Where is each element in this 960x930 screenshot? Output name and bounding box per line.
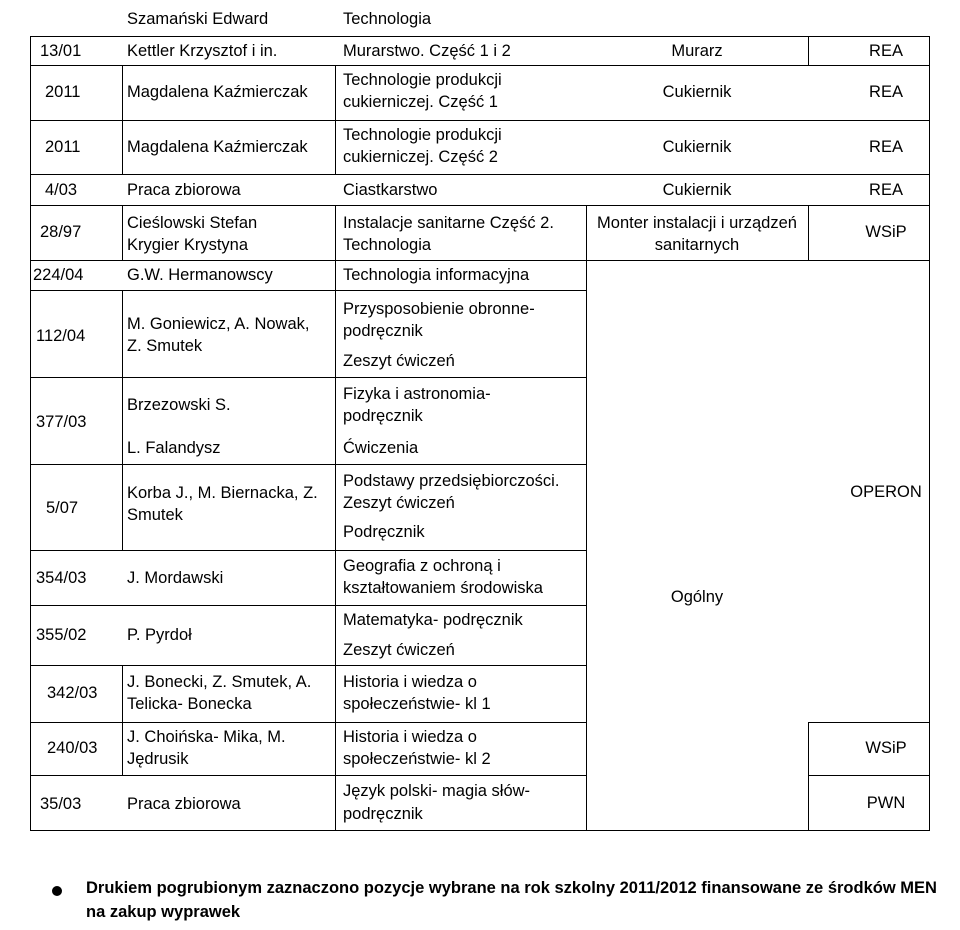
table-rule [122,205,123,260]
table-rule [30,550,586,551]
table-rule [30,665,586,666]
table-rule [808,722,930,723]
author-cell: L. Falandysz [127,439,221,457]
table-rule [808,775,930,776]
number-cell: 2011 [45,83,81,101]
number-cell: 13/01 [40,42,82,60]
publisher-cell: PWN [866,794,906,812]
number-cell: 224/04 [33,266,84,284]
author-cell: Magdalena Kaźmierczak [127,83,308,101]
table-rule [30,290,586,291]
title-cell: Podstawy przedsiębiorczości. [343,472,560,490]
number-cell: 2011 [45,138,81,156]
table-rule [30,775,586,776]
title-cell: Murarstwo. Część 1 i 2 [343,42,511,60]
title-cell: Technologie produkcji [343,126,502,144]
author-cell: Praca zbiorowa [127,795,241,813]
author-cell: G.W. Hermanowscy [127,266,273,284]
table-rule [122,290,123,550]
author-cell: Telicka- Bonecka [127,695,252,713]
table-rule [335,65,336,175]
number-cell: 5/07 [46,499,79,517]
title-cell: kształtowaniem środowiska [343,579,543,597]
title-cell: cukierniczej. Część 1 [343,93,498,111]
author-cell: Magdalena Kaźmierczak [127,138,308,156]
table-rule [808,36,809,66]
table-rule [808,205,809,260]
title-cell: Matematyka- podręcznik [343,611,523,629]
title-cell: Fizyka i astronomia- [343,385,491,403]
author-cell: Krygier Krystyna [127,236,249,254]
profession-cell: Monter instalacji i urządzeń [597,214,797,232]
table-rule [30,65,930,66]
table-rule [586,205,587,830]
bullet-icon [52,886,62,896]
table-rule [929,36,930,830]
table-rule [30,36,930,37]
table-rule [30,722,586,723]
title-cell: społeczeństwie- kl 2 [343,750,491,768]
author-cell: Brzezowski S. [127,396,231,414]
number-cell: 342/03 [47,684,98,702]
profession-cell: Cukiernik [662,83,732,101]
title-cell: podręcznik [343,805,423,823]
title-cell: Technologia informacyjna [343,266,530,284]
title-cell: Ciastkarstwo [343,181,438,199]
table-rule [30,260,930,261]
profession-cell: Cukiernik [662,181,732,199]
title-cell: Zeszyt ćwiczeń [343,352,455,370]
profession-cell: Cukiernik [662,138,732,156]
table-rule [30,605,586,606]
publisher-cell: OPERON [850,483,922,501]
publisher-cell: REA [869,181,903,199]
table-rule [30,377,586,378]
number-cell: 28/97 [40,223,82,241]
title-cell: Historia i wiedza o [343,673,477,691]
publisher-cell: REA [869,42,903,60]
author-cell: J. Mordawski [127,569,224,587]
title-cell: podręcznik [343,322,423,340]
author-cell: Praca zbiorowa [127,181,241,199]
title-cell: Zeszyt ćwiczeń [343,641,455,659]
number-cell: 354/03 [36,569,87,587]
author-cell: M. Goniewicz, A. Nowak, [127,315,310,333]
publisher-cell: WSiP [865,223,907,241]
author-cell: J. Bonecki, Z. Smutek, A. [127,673,312,691]
footnote: Drukiem pogrubionym zaznaczono pozycje wybrane na rok szkolny 2011/2012 finansowane ze środków MEN na zakup wyprawek [86,879,937,921]
title-cell: Technologie produkcji [343,71,502,89]
table-rule [808,722,809,830]
table-rule [122,65,123,175]
title-cell: Geografia z ochroną i [343,557,501,575]
author-cell: J. Choińska- Mika, M. [127,728,286,746]
table-rule [30,36,31,830]
author-cell: Korba J., M. Biernacka, Z. [127,484,318,502]
publisher-cell: REA [869,83,903,101]
profession-cell: sanitarnych [654,236,740,254]
publisher-cell: REA [869,138,903,156]
title-cell: podręcznik [343,407,423,425]
title-cell: Historia i wiedza o [343,728,477,746]
number-cell: 4/03 [45,181,78,199]
title-cell: Podręcznik [343,523,425,541]
number-cell: 355/02 [36,626,87,644]
author-cell: Cieślowski Stefan [127,214,258,232]
number-cell: 377/03 [36,413,87,431]
table-rule [30,174,930,175]
title-cell: Technologia [343,10,432,28]
table-rule [335,205,336,830]
table-rule [30,830,930,831]
title-cell: Zeszyt ćwiczeń [343,494,455,512]
title-cell: Ćwiczenia [343,439,419,457]
author-cell: Kettler Krzysztof i in. [127,42,278,60]
table-rule [30,120,930,121]
number-cell: 112/04 [36,327,86,345]
title-cell: Technologia [343,236,432,254]
number-cell: 35/03 [40,795,82,813]
publisher-cell: WSiP [865,739,907,757]
table-rule [30,205,930,206]
profession-cell: Ogólny [670,588,724,606]
author-cell: Jędrusik [127,750,189,768]
number-cell: 240/03 [47,739,98,757]
author-cell: Szamański Edward [127,10,269,28]
author-cell: P. Pyrdoł [127,626,192,644]
title-cell: Przysposobienie obronne- [343,300,535,318]
author-cell: Z. Smutek [127,337,203,355]
title-cell: społeczeństwie- kl 1 [343,695,491,713]
table-rule [122,665,123,775]
title-cell: Język polski- magia słów- [343,782,531,800]
title-cell: cukierniczej. Część 2 [343,148,498,166]
table-rule [30,464,586,465]
title-cell: Instalacje sanitarne Część 2. [343,214,554,232]
author-cell: Smutek [127,506,183,524]
profession-cell: Murarz [671,42,723,60]
